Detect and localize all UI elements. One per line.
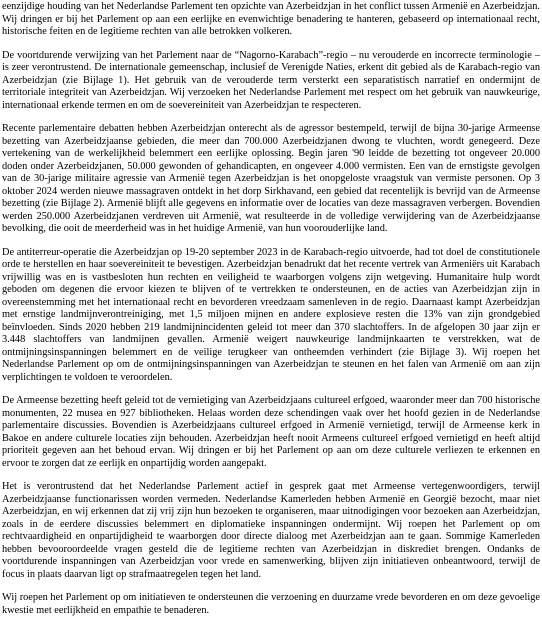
paragraph-terminology: De voortdurende verwijzing van het Parlement naar de “Nagorno-Karabach”-regio – nu verouderde en incorrecte terminologie – is zeer verontrustend. De internationale gemeenschap, inclusief de Verenigde Naties, erkent dit gebied als de Karabach-regio van Azerbeidzjan (zie Bijlage 1). Het gebruik van de verouderde term versterkt een separatistisch narratief en ondermijnt de territoriale integriteit van Azerbeidzjan. Wij verzoeken het Nederlandse Parlement met respect om het gebruik van nauwkeurige, internationaal erkende termen en om de soevereiniteit van Azerbeidzjan te respecteren. [2,49,540,111]
paragraph-cultural-heritage: De Armeense bezetting heeft geleid tot de vernietiging van Azerbeidzjaans cultureel erfgoed, waaronder meer dan 700 historische monumenten, 22 musea en 927 bibliotheken. Helaas worden deze schendingen vaak over het hoofd gezien in de Nederlandse parlementaire discussies. Bovendien is Azerbeidzjaans cultureel erfgoed in Armenië vernietigd, terwijl de Armeense kerk in Bakoe en andere culturele locaties zijn behouden. Azerbeidzjan heeft nooit Armeens cultureel erfgoed vernietigd en heeft altijd prioriteit gegeven aan het behoud ervan. Wij dringen er bij het Parlement op aan om deze culturele verliezen te erkennen en ervoor te zorgen dat ze eerlijk en onpartijdig worden aangepakt. [2,395,540,469]
paragraph-dialogue: Het is verontrustend dat het Nederlandse Parlement actief in gesprek gaat met Armeense vertegenwoordigers, terwijl Azerbeidzjaanse functionarissen worden vermeden. Nederlandse Kamerleden hebben Armenië en Georgië bezocht, maar niet Azerbeidzjan, en wij erkennen dat zij vrij zijn hun bezoeken te organiseren, maar uitnodigingen voor bezoeken aan Azerbeidzjan, zoals in de eerdere discussies belemmert en diplomatieke inspanningen ondermijnt. Wij roepen het Parlement op om rechtvaardigheid en onpartijdigheid te waarborgen door directe dialoog met Azerbeidzjan aan te gaan. Sommige Kamerleden hebben bevooroordeelde vragen gesteld die de legitieme rechten van Azerbeidzjan in diskrediet brengen. Ondanks de voortdurende inspanningen van Azerbeidzjan voor vrede en samenwerking, blijven zijn initiatieven onbeantwoord, terwijl de focus in plaats daarvan ligt op strafmaatregelen tegen het land. [2,481,540,580]
paragraph-occupation: Recente parlementaire debatten hebben Azerbeidzjan onterecht als de agressor bestempeld, terwijl de bijna 30-jarige Armeense bezetting van Azerbeidzjaanse gebieden, die meer dan 700.000 Azerbeidzjanen dwong te vluchten, wordt genegeerd. Deze vertekening van de werkelijkheid belemmert een eerlijke oplossing. Begin jaren '90 leidde de bezetting tot ongeveer 20.000 doden onder Azerbeidzjanen, 50.000 gewonden of gehandicapten, en ongeveer 4.000 vermisten. Een van de ernstigste gevolgen van de 30-jarige militaire agressie van Armenië tegen Azerbeidzjan is het onopgeloste vraagstuk van vermiste personen. Op 3 oktober 2024 werden nieuwe massagraven ontdekt in het dorp Sirkhavand, een gebied dat recentelijk is bevrijd van de Armeense bezetting (zie Bijlage 2). Armenië blijft alle gegevens en informatie over de locaties van deze massagraven verbergen. Bovendien werden 250.000 Azerbeidzjanen verdreven uit Armenië, wat resulteerde in de volledige verwijdering van de Azerbeidzjaanse bevolking, die ooit de meerderheid was in het huidige Armenië, van hun voorouderlijke land. [2,123,540,234]
paragraph-intro: eenzijdige houding van het Nederlandse Parlement ten opzichte van Azerbeidzjan in het conflict tussen Armenië en Azerbeidzjan. Wij dringen er bij het Parlement op aan een eerlijke en evenwichtige benadering te hanteren, gebaseerd op internationaal recht, historische feiten en de legitieme rechten van alle betrokken volkeren. [2,1,540,37]
paragraph-closing: Wij roepen het Parlement op om initiatieven te ondersteunen die verzoening en duurzame vrede bevorderen en om deze gevoelige kwestie met eerlijkheid en empathie te benaderen. [2,592,540,616]
paragraph-antiterror-operation: De antiterreur-operatie die Azerbeidzjan op 19-20 september 2023 in de Karabach-regio uitvoerde, had tot doel de constitutionele orde te herstellen en haar soevereiniteit te bevestigen. Azerbeidzjan benadrukt dat het recente vertrek van Armeniërs uit Karabach vrijwillig was en is vastbesloten hun rechten en veiligheid te waarborgen volgens zijn wetgeving. Humanitaire hulp wordt geboden om degenen die ervoor kiezen te blijven of te vertrekken te ondersteunen, en de acties van Azerbeidzjan zijn in overeenstemming met het internationaal recht en bevorderen vreedzaam samenleven in de regio. Daarnaast kampt Azerbeidzjan met ernstige landmijnverontreiniging, met 1,5 miljoen mijnen en andere explosieve resten die 13% van zijn grondgebied beïnvloeden. Sinds 2020 hebben 219 landmijnincidenten geleid tot meer dan 370 slachtoffers. In de afgelopen 30 jaar zijn er 3.448 slachtoffers van landmijnen gevallen. Armenië weigert nauwkeurige landmijnkaarten te verstrekken, wat de ontmijningsinspanningen belemmert en de veilige terugkeer van ontheemden verhindert (zie Bijlage 3). Wij roepen het Nederlandse Parlement op om de ontmijningsinspanningen van Azerbeidzjan te steunen en het falen van Armenië om aan zijn verplichtingen te voldoen te veroordelen. [2,246,540,383]
